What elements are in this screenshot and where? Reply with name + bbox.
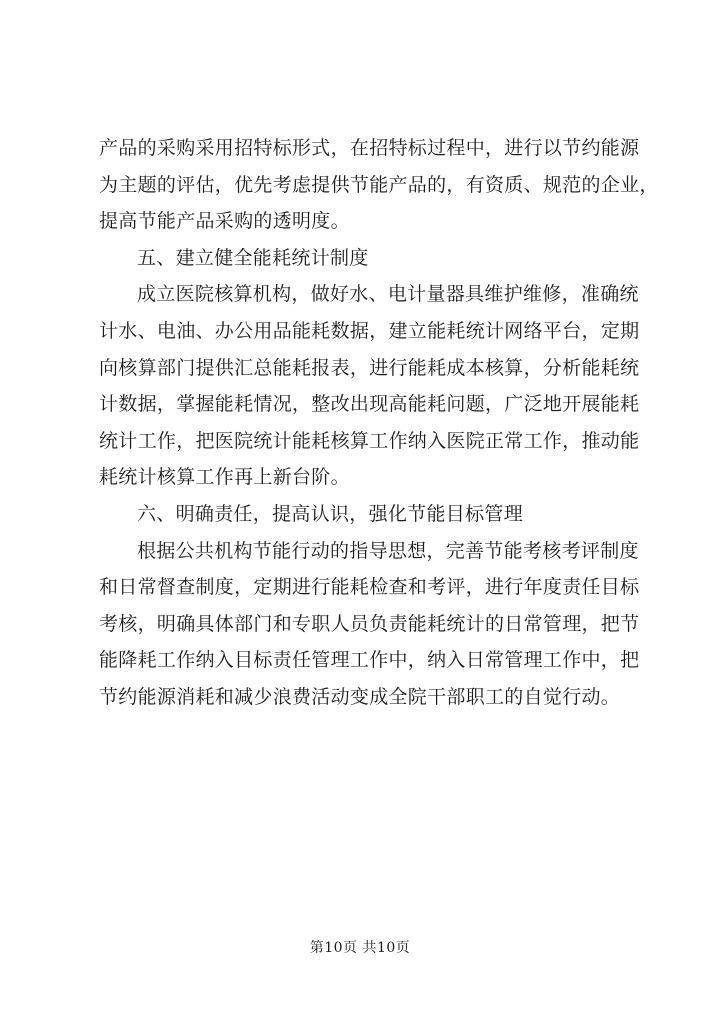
text-line: 计水、电油、办公用品能耗数据，建立能耗统计网络平台，定期 bbox=[99, 319, 640, 342]
text-line: 产品的采购采用招特标形式，在招特标过程中，进行以节约能源 bbox=[99, 137, 640, 159]
text-line: 统计工作，把医院统计能耗核算工作纳入医院正常工作，推动能 bbox=[99, 429, 640, 452]
text-line: 耗统计核算工作再上新台阶。 bbox=[99, 466, 350, 489]
text-line: 节约能源消耗和减少浪费活动变成全院干部职工的自觉行动。 bbox=[99, 685, 621, 708]
paragraph-energy-statistics bbox=[99, 276, 639, 496]
text-line: 向核算部门提供汇总能耗报表，进行能耗成本核算，分析能耗统 bbox=[99, 356, 640, 379]
text-line: 成立医院核算机构，做好水、电计量器具维护维修，准确统 bbox=[137, 283, 639, 306]
section-heading-6: 六、明确责任，提高认识，强化节能目标管理 bbox=[137, 502, 524, 525]
text-line: 能降耗工作纳入目标责任管理工作中，纳入日常管理工作中，把 bbox=[99, 649, 640, 672]
text-line: 和日常督查制度，定期进行能耗检查和考评，进行年度责任目标 bbox=[99, 576, 640, 599]
text-line: 为主题的评估，优先考虑提供节能产品的，有资质、规范的企业， bbox=[99, 173, 659, 196]
text-line: 根据公共机构节能行动的指导思想，完善节能考核考评制度 bbox=[137, 539, 639, 562]
text-line: 计数据，掌握能耗情况，整改出现高能耗问题，广泛地开展能耗 bbox=[99, 393, 640, 416]
section-heading-5: 五、建立健全能耗统计制度 bbox=[137, 246, 369, 269]
page-number-footer: 第10页 共10页 bbox=[309, 940, 411, 956]
document-body bbox=[99, 130, 659, 716]
paragraph-responsibility bbox=[99, 533, 639, 716]
text-line: 提高节能产品采购的透明度。 bbox=[99, 210, 350, 233]
text-line: 考核，明确具体部门和专职人员负责能耗统计的日常管理，把节 bbox=[99, 612, 640, 635]
paragraph-procurement bbox=[99, 130, 659, 240]
